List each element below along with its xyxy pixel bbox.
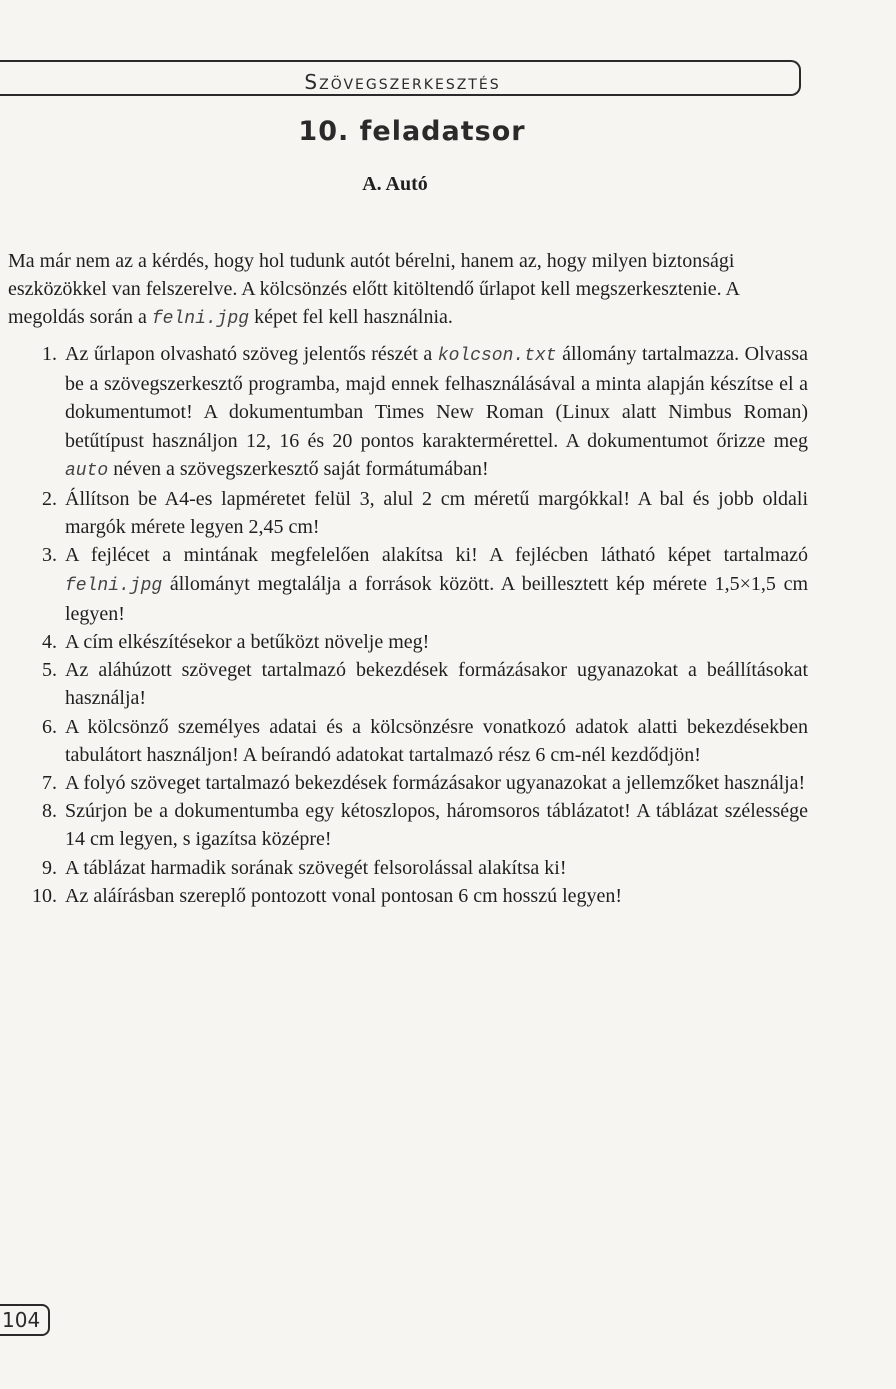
task-item (0, 541, 808, 628)
task-text: állomány tartalmazza. Olvassa be a szövegszerkesztő programba, majd ennek felhasználásával a minta alapján készítse el a dokumentumot! A dokumentumban Times New Roman (Linux alatt Nimbus Roman) betűtípust használjon 12, 16 és 20 pontos karaktermérettel. A dokumentumot őrizze meg (65, 343, 808, 452)
section-title: A. Autó (362, 173, 428, 195)
task-text: A cím elkészítésekor a betűközt növelje meg! (65, 631, 430, 654)
task-number: 3. (42, 544, 57, 567)
task-number: 10. (32, 884, 57, 907)
task-item (0, 769, 808, 797)
page-number: 104 (2, 1308, 41, 1332)
page-title: 10. feladatsor (298, 116, 526, 147)
task-number: 9. (42, 856, 57, 879)
task-filename: auto (65, 460, 109, 481)
task-text: Az aláhúzott szöveget tartalmazó bekezdések formázásakor ugyanazokat a beállításokat használja! (65, 659, 808, 710)
task-number: 7. (42, 772, 57, 795)
task-text: Az aláírásban szereplő pontozott vonal pontosan 6 cm hosszú legyen! (65, 884, 623, 907)
task-text: A folyó szöveget tartalmazó bekezdések formázásakor ugyanazokat a jellemzőket használja! (65, 772, 806, 795)
task-item (0, 713, 808, 769)
chapter-header-label: Szövegszerkesztés (304, 70, 501, 94)
intro-text: Ma már nem az a kérdés, hogy hol tudunk autót bérelni, hanem az, hogy milyen biztonsági eszközökkel van felszerelve. A kölcsönzés előtt kitöltendő űrlapot kell megszerkesztenie. A megoldás során a (8, 250, 739, 328)
task-number: 8. (42, 800, 57, 823)
task-text: Az űrlapon olvasható szöveg jelentős részét a (65, 343, 438, 365)
task-text: A táblázat harmadik sorának szövegét felsorolással alakítsa ki! (65, 856, 567, 879)
intro-filename: felni.jpg (151, 309, 250, 329)
intro-paragraph (8, 247, 808, 333)
task-number: 1. (42, 343, 57, 365)
task-list (0, 340, 808, 910)
task-item (0, 485, 808, 541)
task-text: A fejlécet a mintának megfelelően alakítsa ki! A fejlécben látható képet tartalmazó (65, 544, 808, 567)
task-text: néven a szövegszerkesztő saját formátumában! (108, 457, 489, 480)
intro-text-end: képet fel kell használnia. (249, 306, 453, 328)
task-item (0, 656, 808, 712)
task-text: Szúrjon be a dokumentumba egy kétoszlopos, háromsoros táblázatot! A táblázat szélessége 14 cm legyen, s igazítsa középre! (65, 800, 808, 851)
task-item (0, 882, 808, 910)
task-text: A kölcsönző személyes adatai és a kölcsönzésre vonatkozó adatok alatti bekezdésekben tabulátort használjon! A beírandó adatokat tartalmazó rész 6 cm-nél kezdődjön! (65, 715, 808, 766)
task-filename: kolcson.txt (437, 346, 557, 366)
task-text: állományt megtalálja a források között. A beillesztett kép mérete 1,5×1,5 cm legyen! (65, 572, 808, 625)
task-filename: felni.jpg (65, 575, 163, 596)
task-item (0, 628, 808, 656)
task-number: 4. (42, 631, 57, 654)
task-item (0, 340, 808, 485)
task-number: 5. (42, 659, 57, 682)
task-number: 6. (42, 715, 57, 738)
task-item (0, 797, 808, 853)
task-item (0, 854, 808, 882)
task-number: 2. (42, 488, 57, 511)
task-text: Állítson be A4-es lapméretet felül 3, alul 2 cm méretű margókkal! A bal és jobb oldali margók mérete legyen 2,45 cm! (65, 488, 808, 539)
